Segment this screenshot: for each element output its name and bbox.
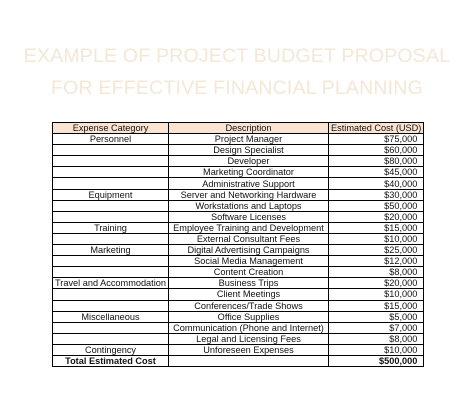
table-row bbox=[53, 322, 424, 333]
estimated-cost-cell: $10,000 bbox=[329, 344, 424, 355]
table-row bbox=[53, 200, 424, 211]
estimated-cost-cell: $80,000 bbox=[329, 156, 424, 167]
description-cell: Design Specialist bbox=[169, 145, 329, 156]
expense-category-cell bbox=[53, 289, 169, 300]
description-cell: Developer bbox=[169, 156, 329, 167]
description-cell: Social Media Management bbox=[169, 256, 329, 267]
estimated-cost-cell: $50,000 bbox=[329, 200, 424, 211]
expense-category-cell bbox=[53, 178, 169, 189]
estimated-cost-cell: $10,000 bbox=[329, 289, 424, 300]
description-cell: Marketing Coordinator bbox=[169, 167, 329, 178]
total-label-cell: Total Estimated Cost bbox=[53, 355, 169, 366]
table-row bbox=[53, 156, 424, 167]
expense-category-cell: Personnel bbox=[53, 134, 169, 145]
estimated-cost-cell: $15,000 bbox=[329, 222, 424, 233]
table-row bbox=[53, 134, 424, 145]
expense-category-cell bbox=[53, 322, 169, 333]
description-cell: Administrative Support bbox=[169, 178, 329, 189]
expense-category-cell: Equipment bbox=[53, 189, 169, 200]
table-row bbox=[53, 145, 424, 156]
estimated-cost-cell: $60,000 bbox=[329, 145, 424, 156]
table-row bbox=[53, 178, 424, 189]
estimated-cost-cell: $8,000 bbox=[329, 333, 424, 344]
budget-table bbox=[52, 122, 424, 367]
table-row bbox=[53, 233, 424, 244]
table-row bbox=[53, 278, 424, 289]
total-cost-cell: $500,000 bbox=[329, 355, 424, 366]
description-cell: Client Meetings bbox=[169, 289, 329, 300]
estimated-cost-cell: $25,000 bbox=[329, 245, 424, 256]
table-row bbox=[53, 289, 424, 300]
estimated-cost-cell: $20,000 bbox=[329, 211, 424, 222]
expense-category-cell bbox=[53, 211, 169, 222]
estimated-cost-cell: $8,000 bbox=[329, 267, 424, 278]
estimated-cost-cell: $7,000 bbox=[329, 322, 424, 333]
table-row bbox=[53, 333, 424, 344]
header-description: Description bbox=[169, 123, 329, 134]
description-cell: Software Licenses bbox=[169, 211, 329, 222]
table-row bbox=[53, 222, 424, 233]
estimated-cost-cell: $10,000 bbox=[329, 233, 424, 244]
table-header-row bbox=[53, 123, 424, 134]
estimated-cost-cell: $30,000 bbox=[329, 189, 424, 200]
description-cell: Employee Training and Development bbox=[169, 222, 329, 233]
estimated-cost-cell: $75,000 bbox=[329, 134, 424, 145]
expense-category-cell: Miscellaneous bbox=[53, 311, 169, 322]
expense-category-cell bbox=[53, 200, 169, 211]
total-description-cell bbox=[169, 355, 329, 366]
table-row bbox=[53, 267, 424, 278]
table-row bbox=[53, 311, 424, 322]
expense-category-cell bbox=[53, 167, 169, 178]
description-cell: Content Creation bbox=[169, 267, 329, 278]
table-row bbox=[53, 211, 424, 222]
description-cell: Digital Advertising Campaigns bbox=[169, 245, 329, 256]
description-cell: Server and Networking Hardware bbox=[169, 189, 329, 200]
description-cell: Business Trips bbox=[169, 278, 329, 289]
expense-category-cell: Marketing bbox=[53, 245, 169, 256]
header-expense-category: Expense Category bbox=[53, 123, 169, 134]
description-cell: Unforeseen Expenses bbox=[169, 344, 329, 355]
table-row bbox=[53, 189, 424, 200]
description-cell: Communication (Phone and Internet) bbox=[169, 322, 329, 333]
expense-category-cell bbox=[53, 233, 169, 244]
expense-category-cell: Contingency bbox=[53, 344, 169, 355]
title-line-2: FOR EFFECTIVE FINANCIAL PLANNING bbox=[51, 77, 423, 99]
total-row bbox=[53, 355, 424, 366]
expense-category-cell bbox=[53, 300, 169, 311]
table-row bbox=[53, 344, 424, 355]
estimated-cost-cell: $12,000 bbox=[329, 256, 424, 267]
description-cell: External Consultant Fees bbox=[169, 233, 329, 244]
estimated-cost-cell: $45,000 bbox=[329, 167, 424, 178]
estimated-cost-cell: $20,000 bbox=[329, 278, 424, 289]
estimated-cost-cell: $40,000 bbox=[329, 178, 424, 189]
description-cell: Office Supplies bbox=[169, 311, 329, 322]
expense-category-cell bbox=[53, 156, 169, 167]
description-cell: Workstations and Laptops bbox=[169, 200, 329, 211]
expense-category-cell bbox=[53, 256, 169, 267]
header-estimated-cost: Estimated Cost (USD) bbox=[329, 123, 424, 134]
page-title bbox=[0, 40, 474, 104]
table-row bbox=[53, 245, 424, 256]
description-cell: Conferences/Trade Shows bbox=[169, 300, 329, 311]
expense-category-cell bbox=[53, 333, 169, 344]
expense-category-cell bbox=[53, 145, 169, 156]
description-cell: Project Manager bbox=[169, 134, 329, 145]
estimated-cost-cell: $5,000 bbox=[329, 311, 424, 322]
table-row bbox=[53, 256, 424, 267]
title-line-1: EXAMPLE OF PROJECT BUDGET PROPOSAL bbox=[23, 45, 451, 67]
table-row bbox=[53, 167, 424, 178]
estimated-cost-cell: $15,000 bbox=[329, 300, 424, 311]
table-body bbox=[53, 134, 424, 367]
expense-category-cell bbox=[53, 267, 169, 278]
expense-category-cell: Training bbox=[53, 222, 169, 233]
description-cell: Legal and Licensing Fees bbox=[169, 333, 329, 344]
table-row bbox=[53, 300, 424, 311]
expense-category-cell: Travel and Accommodation bbox=[53, 278, 169, 289]
